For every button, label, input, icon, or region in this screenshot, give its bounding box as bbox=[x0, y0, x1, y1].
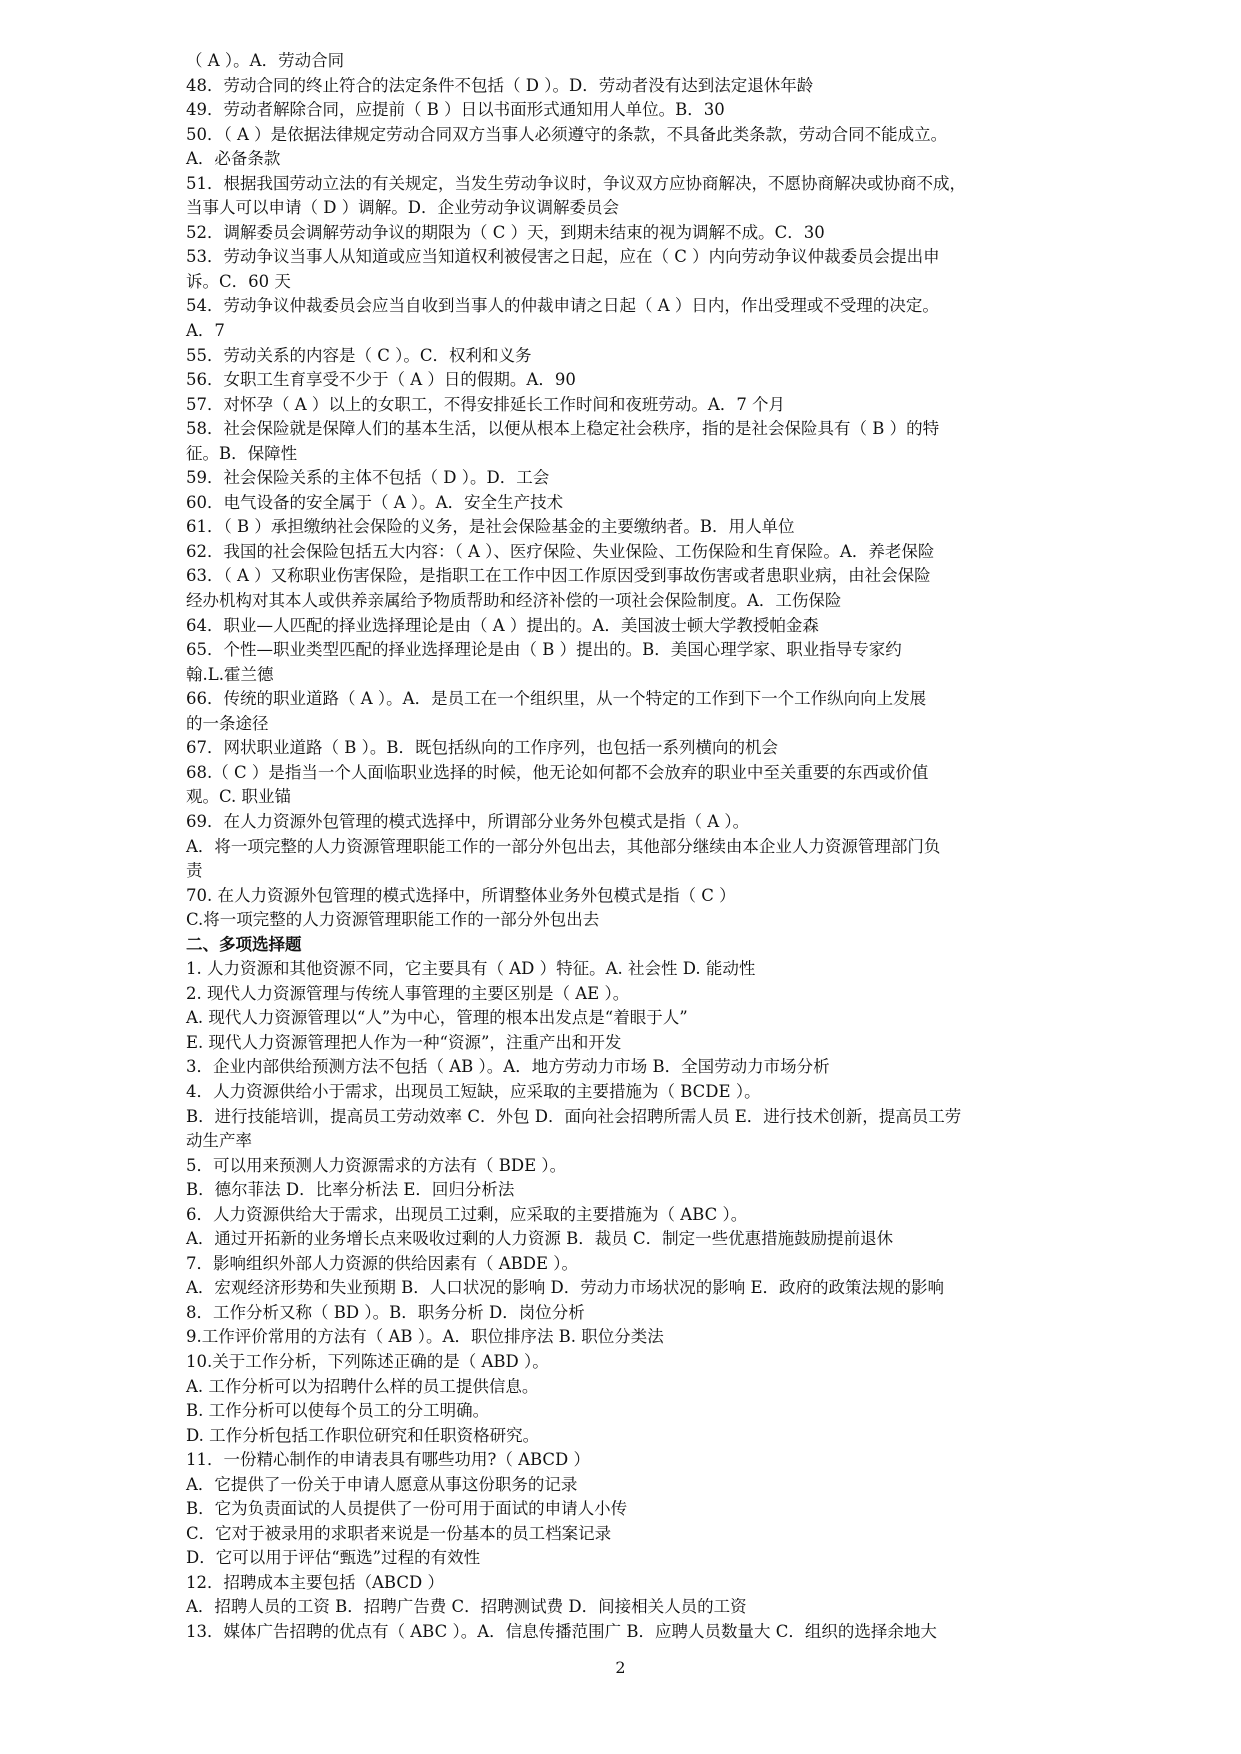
text-line: C.将一项完整的人力资源管理职能工作的一部分外包出去 bbox=[186, 910, 600, 930]
text-line: 54．劳动争议仲裁委员会应当自收到当事人的仲裁申请之日起（ A ）日内，作出受理或不受理的决定。 bbox=[186, 296, 939, 316]
text-line: A．7 bbox=[186, 321, 225, 341]
text-line: 8．工作分析又称（ BD ）。B．职务分析 D．岗位分析 bbox=[186, 1302, 585, 1322]
text-line: 12．招聘成本主要包括（ABCD ） bbox=[186, 1572, 444, 1592]
text-line: 64．职业—人匹配的择业选择理论是由（ A ）提出的。A．美国波士顿大学教授帕金森 bbox=[186, 615, 819, 635]
text-line: A．必备条款 bbox=[186, 149, 281, 169]
text-line: A．宏观经济形势和失业预期 B．人口状况的影响 D．劳动力市场状况的影响 E．政府的政策法规的影响 bbox=[186, 1278, 945, 1298]
text-line: D．它可以用于评估“甄选”过程的有效性 bbox=[186, 1548, 481, 1568]
text-line: 58．社会保险就是保障人们的基本生活，以便从根本上稳定社会秩序，指的是社会保险具有（ B ）的特 bbox=[186, 419, 940, 439]
text-line: 61．（ B ）承担缴纳社会保险的义务，是社会保险基金的主要缴纳者。B．用人单位 bbox=[186, 517, 795, 537]
text-line: 66．传统的职业道路（ A ）。A．是员工在一个组织里，从一个特定的工作到下一个工作纵向向上发展 bbox=[186, 689, 927, 709]
text-line: A. 现代人力资源管理以“人”为中心，管理的根本出发点是“着眼于人” bbox=[186, 1008, 688, 1028]
text-line: 59．社会保险关系的主体不包括（ D ）。D．工会 bbox=[186, 468, 550, 488]
text-line: 49．劳动者解除合同，应提前（ B ）日以书面形式通知用人单位。B．30 bbox=[186, 100, 725, 120]
text-line: B．进行技能培训，提高员工劳动效率 C．外包 D．面向社会招聘所需人员 E．进行技术创新，提高员工劳 bbox=[186, 1106, 962, 1126]
text-line: （ A ）。A．劳动合同 bbox=[186, 51, 345, 70]
text-line: 诉。C．60 天 bbox=[186, 271, 291, 291]
section-heading: 二、多项选择题 bbox=[186, 934, 302, 954]
text-line: 6．人力资源供给大于需求，出现员工过剩，应采取的主要措施为（ ABC ）。 bbox=[186, 1204, 748, 1224]
text-line: A．将一项完整的人力资源管理职能工作的一部分外包出去，其他部分继续由本企业人力资源管理部门负 bbox=[186, 836, 941, 856]
text-line: 3．企业内部供给预测方法不包括（ AB ）。A．地方劳动力市场 B．全国劳动力市场分析 bbox=[186, 1057, 830, 1077]
text-line: 5．可以用来预测人力资源需求的方法有（ BDE ）。 bbox=[186, 1155, 567, 1175]
text-line: 翰.L.霍兰德 bbox=[186, 664, 274, 684]
text-line: D. 工作分析包括工作职位研究和任职资格研究。 bbox=[186, 1425, 540, 1445]
text-line: 48．劳动合同的终止符合的法定条件不包括（ D ）。D．劳动者没有达到法定退休年龄 bbox=[186, 75, 814, 95]
text-line: 责 bbox=[186, 861, 203, 881]
text-line: B．它为负责面试的人员提供了一份可用于面试的申请人小传 bbox=[186, 1499, 628, 1519]
text-line: 52．调解委员会调解劳动争议的期限为（ C ）天，到期未结束的视为调解不成。C．30 bbox=[186, 222, 825, 242]
text-line: 53．劳动争议当事人从知道或应当知道权利被侵害之日起，应在（ C ）内向劳动争议仲裁委员会提出申 bbox=[186, 247, 940, 267]
text-line: 10.关于工作分析，下列陈述正确的是（ ABD ）。 bbox=[186, 1351, 549, 1371]
text-line: E. 现代人力资源管理把人作为一种“资源”，注重产出和开发 bbox=[186, 1032, 622, 1052]
text-line: 56．女职工生育享受不少于（ A ）日的假期。A．90 bbox=[186, 370, 576, 390]
text-line: 63．（ A ）又称职业伤害保险，是指职工在工作中因工作原因受到事故伤害或者患职业病，由社会保险 bbox=[186, 566, 931, 586]
text-line: 征。B．保障性 bbox=[186, 443, 298, 463]
text-line: B. 工作分析可以使每个员工的分工明确。 bbox=[186, 1401, 490, 1421]
text-line: 67．网状职业道路（ B ）。B．既包括纵向的工作序列，也包括一系列横向的机会 bbox=[186, 738, 778, 758]
text-line: 4．人力资源供给小于需求，出现员工短缺，应采取的主要措施为（ BCDE ）。 bbox=[186, 1081, 761, 1101]
text-line: 68.（ C ）是指当一个人面临职业选择的时候，他无论如何都不会放弃的职业中至关重要的东西或价值 bbox=[186, 762, 929, 782]
text-line: 9.工作评价常用的方法有（ AB ）。A．职位排序法 B. 职位分类法 bbox=[186, 1327, 664, 1347]
text-line: 55．劳动关系的内容是（ C ）。C．权利和义务 bbox=[186, 345, 532, 365]
text-line: 51．根据我国劳动立法的有关规定，当发生劳动争议时，争议双方应协商解决，不愿协商解决或协商不成， bbox=[186, 173, 966, 193]
text-line: 13．媒体广告招聘的优点有（ ABC ）。A．信息传播范围广 B．应聘人员数量大 C．组织的选择余地大 bbox=[186, 1622, 937, 1641]
text-line: 11．一份精心制作的申请表具有哪些功用?（ ABCD ） bbox=[186, 1450, 591, 1470]
text-line: 50．（ A ）是依据法律规定劳动合同双方当事人必须遵守的条款，不具备此类条款，劳动合同不能成立。 bbox=[186, 124, 948, 144]
text-line: 70. 在人力资源外包管理的模式选择中，所谓整体业务外包模式是指（ C ） bbox=[186, 885, 736, 905]
text-line: 观。C. 职业锚 bbox=[186, 787, 292, 807]
text-line: A．它提供了一份关于申请人愿意从事这份职务的记录 bbox=[186, 1474, 578, 1494]
text-line: 65．个性—职业类型匹配的择业选择理论是由（ B ）提出的。B．美国心理学家、职业指导专家约 bbox=[186, 640, 902, 660]
text-line: 当事人可以申请（ D ）调解。D．企业劳动争议调解委员会 bbox=[186, 198, 619, 218]
text-line: 69．在人力资源外包管理的模式选择中，所谓部分业务外包模式是指（ A ）。 bbox=[186, 811, 750, 831]
text-line: 动生产率 bbox=[186, 1131, 252, 1151]
page-number: 2 bbox=[615, 1658, 626, 1677]
text-line: A. 工作分析可以为招聘什么样的员工提供信息。 bbox=[186, 1376, 539, 1396]
text-line: B．德尔菲法 D．比率分析法 E．回归分析法 bbox=[186, 1180, 515, 1200]
text-line: 57．对怀孕（ A ）以上的女职工，不得安排延长工作时间和夜班劳动。A．7 个月 bbox=[186, 394, 786, 414]
text-line: A．通过开拓新的业务增长点来吸收过剩的人力资源 B．裁员 C．制定一些优惠措施鼓励提前退休 bbox=[186, 1229, 894, 1249]
text-line: 60．电气设备的安全属于（ A ）。A．安全生产技术 bbox=[186, 492, 564, 512]
text-line: 的一条途径 bbox=[186, 713, 269, 733]
text-line: 62．我国的社会保险包括五大内容：（ A ）、医疗保险、失业保险、工伤保险和生育保险。A．养老保险 bbox=[186, 541, 935, 561]
text-line: 7．影响组织外部人力资源的供给因素有（ ABDE ）。 bbox=[186, 1253, 579, 1273]
text-line: A．招聘人员的工资 B．招聘广告费 C．招聘测试费 D．间接相关人员的工资 bbox=[186, 1597, 747, 1617]
text-line: C．它对于被录用的求职者来说是一份基本的员工档案记录 bbox=[186, 1523, 612, 1543]
text-line: 2. 现代人力资源管理与传统人事管理的主要区别是（ AE ）。 bbox=[186, 983, 630, 1003]
document-body bbox=[186, 49, 1066, 1645]
text-line: 1. 人力资源和其他资源不同，它主要具有（ AD ）特征。A. 社会性 D. 能动性 bbox=[186, 959, 756, 979]
text-line: 经办机构对其本人或供养亲属给予物质帮助和经济补偿的一项社会保险制度。A．工伤保险 bbox=[186, 591, 842, 611]
